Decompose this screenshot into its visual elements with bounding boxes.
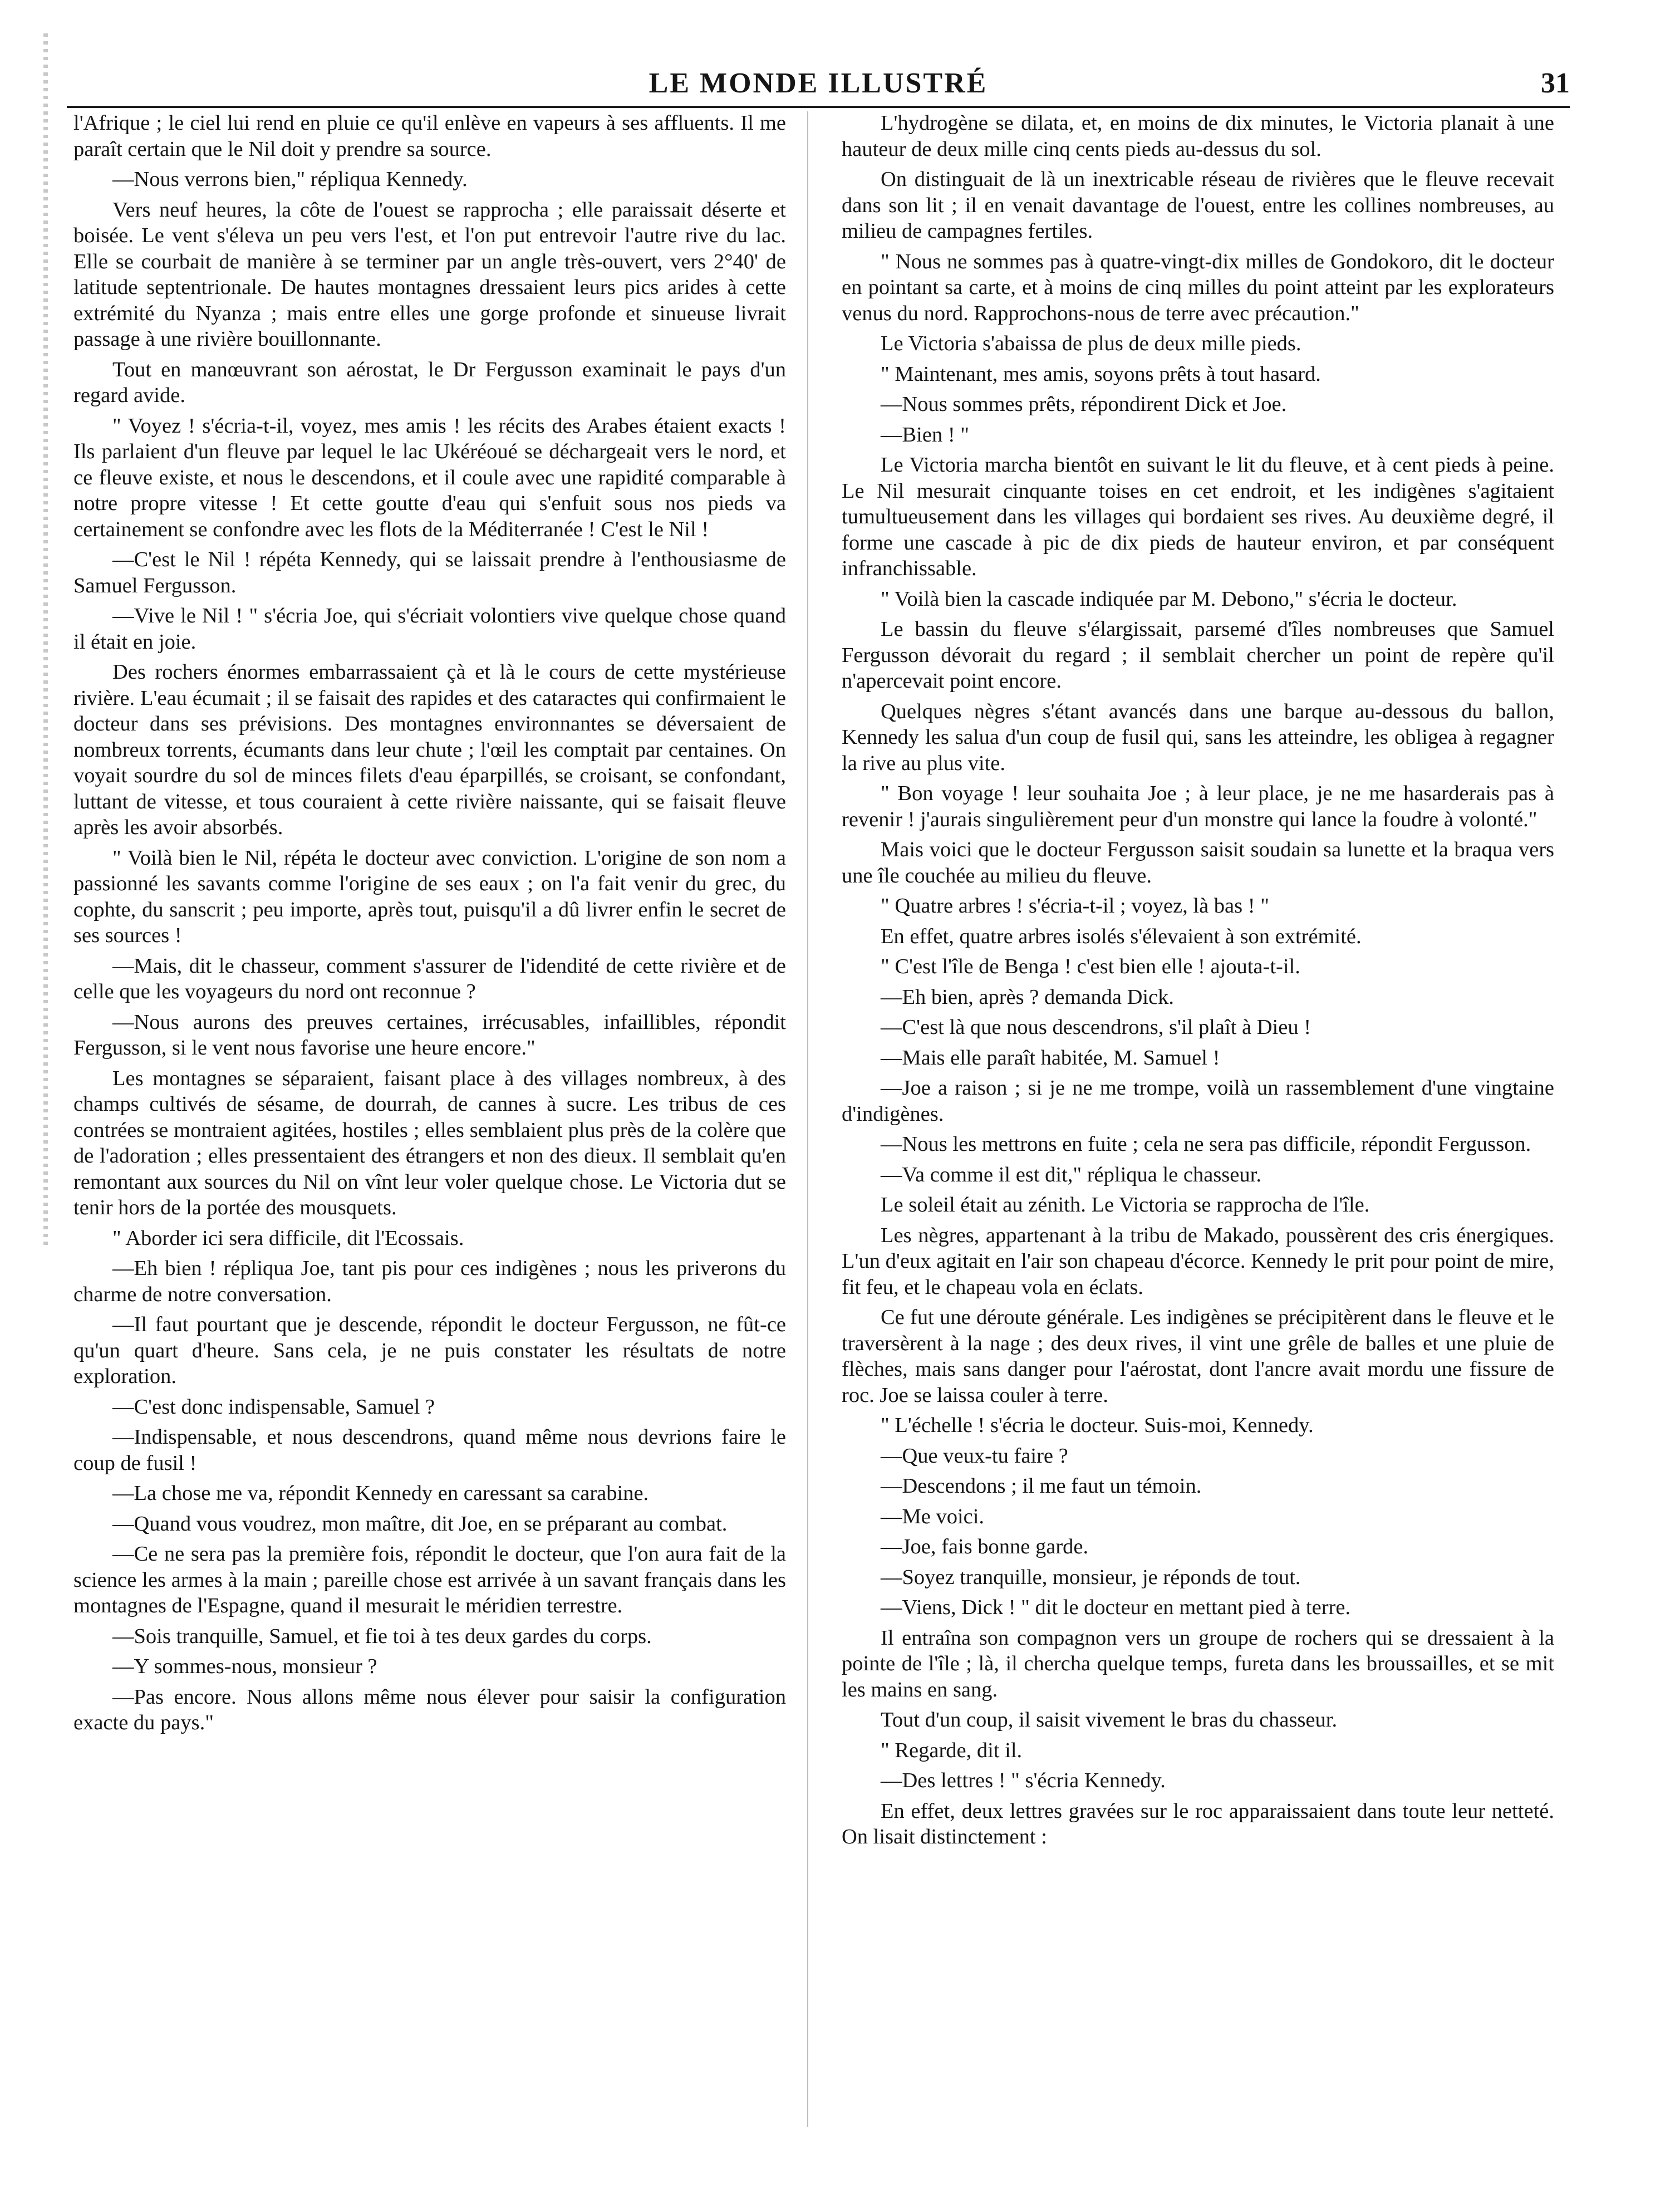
paragraph: —C'est là que nous descendrons, s'il plaît à Dieu !	[881, 1016, 1311, 1039]
paragraph: " Voyez ! s'écria-t-il, voyez, mes amis ! les récits des Arabes étaient exacts ! Ils parlaient d'un fleuve par lequel le lac Ukéréoué se déchargeait vers le nord, et ce fleuve existe, et nous le descendons, et il coule avec une rapidité comparable à notre propre vitesse ! Et cette goutte d'eau qui s'enfuit sous nos pieds va certainement se confondre avec les flots de la Méditerranée ! C'est le Nil !	[73, 414, 786, 541]
paragraph: Les nègres, appartenant à la tribu de Makado, poussèrent des cris énergiques. L'un d'eux agitait en l'air son chapeau d'écorce. Kennedy le prit pour point de mire, fit feu, et le chapeau vola en éclats.	[842, 1223, 1554, 1299]
paragraph: —Nous verrons bien," répliqua Kennedy.	[112, 168, 468, 191]
paragraph: " Quatre arbres ! s'écria-t-il ; voyez, là bas ! "	[881, 894, 1269, 918]
paragraph: —Indispensable, et nous descendrons, quand même nous devrions faire le coup de fusil !	[73, 1425, 786, 1475]
paragraph: —Pas encore. Nous allons même nous élever pour saisir la configuration exacte du pays."	[73, 1685, 786, 1734]
paragraph: —Que veux-tu faire ?	[881, 1444, 1068, 1468]
paragraph: " L'échelle ! s'écria le docteur. Suis-moi, Kennedy.	[881, 1414, 1314, 1437]
paragraph: On distinguait de là un inextricable réseau de rivières que le fleuve recevait dans son lit ; il en venait davantage de l'ouest, entre les collines nombreuses, au milieu de campagnes fertiles.	[842, 168, 1554, 243]
paragraph: —Bien ! "	[881, 423, 970, 447]
masthead-title: LE MONDE ILLUSTRÉ	[649, 67, 988, 99]
paragraph: Ce fut une déroute générale. Les indigènes se précipitèrent dans le fleuve et le traversèrent à la nage ; des deux rives, il vint une grêle de balles et une pluie de flèches, mais sans danger pour l'aérostat, dont l'ancre avait mordu une fissure de roc. Joe se laissa couler à terre.	[842, 1306, 1554, 1407]
paragraph: Tout d'un coup, il saisit vivement le bras du chasseur.	[881, 1708, 1338, 1732]
paragraph: —Ce ne sera pas la première fois, répondit le docteur, que l'on aura fait de la science les armes à la main ; pareille chose est arrivée à un savant français dans les montagnes de l'Espagne, quand il mesurait le méridien terrestre.	[73, 1542, 786, 1617]
paragraph: —Nous sommes prêts, répondirent Dick et Joe.	[881, 393, 1287, 416]
paragraph: " Voilà bien la cascade indiquée par M. Debono," s'écria le docteur.	[881, 587, 1457, 611]
paragraph: —Des lettres ! " s'écria Kennedy.	[881, 1769, 1166, 1792]
header-rule	[67, 106, 1570, 108]
paragraph: —Joe a raison ; si je ne me trompe, voilà un rassemblement d'une vingtaine d'indigènes.	[842, 1076, 1554, 1126]
paragraph: Le bassin du fleuve s'élargissait, parsemé d'îles nombreuses que Samuel Fergusson dévorait du regard ; il semblait chercher un point de repère qu'il n'apercevait point encore.	[842, 617, 1554, 693]
paragraph: —Descendons ; il me faut un témoin.	[881, 1474, 1202, 1498]
paragraph: —Eh bien, après ? demanda Dick.	[881, 985, 1175, 1009]
paragraph: " C'est l'île de Benga ! c'est bien elle ! ajouta-t-il.	[881, 955, 1300, 978]
paragraph: —Viens, Dick ! " dit le docteur en mettant pied à terre.	[881, 1596, 1351, 1619]
paragraph: —Sois tranquille, Samuel, et fie toi à tes deux gardes du corps.	[112, 1624, 652, 1648]
paragraph: Mais voici que le docteur Fergusson saisit soudain sa lunette et la braqua vers une île couchée au milieu du fleuve.	[842, 838, 1554, 887]
paragraph: Les montagnes se séparaient, faisant place à des villages nombreux, à des champs cultivés de sésame, de dourrah, de cannes à sucre. Les tribus de ces contrées se montraient agitées, hostiles ; elles semblaient plus près de la colère que de l'adoration ; elles pressentaient des étrangers et non des dieux. Il semblait qu'en remontant aux sources du Nil on vînt leur voler quelque chose. Le Victoria dut se tenir hors de la portée des mousquets.	[73, 1066, 786, 1219]
paragraph: —Quand vous voudrez, mon maître, dit Joe, en se préparant au combat.	[112, 1512, 728, 1536]
paragraph: Des rochers énormes embarrassaient çà et là le cours de cette mystérieuse rivière. L'eau écumait ; il se faisait des rapides et des cataractes qui confirmaient le docteur dans ses prévisions. Des montagnes environnantes se déversaient de nombreux torrents, écumants dans leur chute ; l'œil les comptait par centaines. On voyait sourdre du sol de minces filets d'eau éparpillés, se croisant, se confondant, luttant de vitesse, et tous couraient à cette rivière naissante, qui se faisait fleuve après les avoir absorbés.	[73, 660, 786, 839]
paragraph: l'Afrique ; le ciel lui rend en pluie ce qu'il enlève en vapeurs à ses affluents. Il me paraît certain que le Nil doit y prendre sa source.	[73, 111, 786, 161]
paragraph: Le Victoria marcha bientôt en suivant le lit du fleuve, et à cent pieds à peine. Le Nil mesurait cinquante toises en cet endroit, et les indigènes s'agitaient tumultueusement dans les villages qui bordaient ses rives. Au deuxième degré, il forme une cascade à pic de dix pieds de hauteur environ, et par conséquent infranchissable.	[842, 453, 1554, 580]
paragraph: " Nous ne sommes pas à quatre-vingt-dix milles de Gondokoro, dit le docteur en pointant sa carte, et à moins de cinq milles du point atteint par les explorateurs venus du nord. Rapprochons-nous de terre avec précaution."	[842, 249, 1554, 325]
paragraph: Vers neuf heures, la côte de l'ouest se rapprocha ; elle paraissait déserte et boisée. Le vent s'éleva un peu vers l'est, et l'on put entrevoir l'autre rive du lac. Elle se courbait de manière à se terminer par un angle très-ouvert, vers 2°40' de latitude septentrionale. De hautes montagnes dressaient leurs pics arides à cette extrémité du Nyanza ; mais entre elles une gorge profonde et sinueuse livrait passage à une rivière bouillonnante.	[73, 198, 786, 351]
paragraph: " Aborder ici sera difficile, dit l'Ecossais.	[112, 1226, 464, 1250]
paragraph: " Voilà bien le Nil, répéta le docteur avec conviction. L'origine de son nom a passionné les savants comme l'origine de ses eaux ; on l'a fait venir du grec, du cophte, du sanscrit ; peu importe, après tout, puisqu'il a dû livrer enfin le secret de ses sources !	[73, 846, 786, 947]
paragraph: " Maintenant, mes amis, soyons prêts à tout hasard.	[881, 362, 1321, 386]
paragraph: —Y sommes-nous, monsieur ?	[112, 1655, 377, 1678]
paragraph: Quelques nègres s'étant avancés dans une barque au-dessous du ballon, Kennedy les salua d'un coup de fusil qui, sans les atteindre, les obligea à regagner la rive au plus vite.	[842, 699, 1554, 775]
paragraph: —Soyez tranquille, monsieur, je réponds de tout.	[881, 1565, 1301, 1589]
paragraph: Le soleil était au zénith. Le Victoria se rapprocha de l'île.	[881, 1193, 1370, 1217]
paragraph: —Mais elle paraît habitée, M. Samuel !	[881, 1046, 1220, 1070]
paragraph: —Nous les mettrons en fuite ; cela ne sera pas difficile, répondit Fergusson.	[881, 1132, 1531, 1156]
paragraph: En effet, quatre arbres isolés s'élevaient à son extrémité.	[881, 924, 1362, 948]
paragraph: —Joe, fais bonne garde.	[881, 1535, 1089, 1558]
scan-edge-marks	[43, 33, 48, 1247]
paragraph: Le Victoria s'abaissa de plus de deux mille pieds.	[881, 332, 1301, 355]
paragraph: —Mais, dit le chasseur, comment s'assurer de l'idendité de cette rivière et de celle que les voyageurs du nord ont reconnue ?	[73, 954, 786, 1003]
paragraph: " Bon voyage ! leur souhaita Joe ; à leur place, je ne me hasarderais pas à revenir ! j'aurais singulièrement peur d'un monstre qui lance la foudre à volonté."	[842, 782, 1554, 831]
column-right	[842, 110, 1554, 2137]
page-header	[67, 66, 1570, 101]
paragraph: Il entraîna son compagnon vers un groupe de rochers qui se dressaient à la pointe de l'île ; là, il chercha quelque temps, fureta dans les broussailles, et se mit les mains en sang.	[842, 1626, 1554, 1701]
paragraph: —Me voici.	[881, 1504, 985, 1528]
paragraph: —Va comme il est dit," répliqua le chasseur.	[881, 1163, 1261, 1186]
paragraph: —C'est donc indispensable, Samuel ?	[112, 1395, 435, 1419]
page-number: 31	[1541, 67, 1570, 99]
column-divider	[807, 111, 808, 2127]
paragraph: —La chose me va, répondit Kennedy en caressant sa carabine.	[112, 1482, 649, 1505]
paragraph: —Vive le Nil ! " s'écria Joe, qui s'écriait volontiers vive quelque chose quand il était en joie.	[73, 604, 786, 654]
column-left	[73, 110, 786, 2137]
paragraph: Tout en manœuvrant son aérostat, le Dr Fergusson examinait le pays d'un regard avide.	[73, 357, 786, 407]
paragraph: —Nous aurons des preuves certaines, irrécusables, infaillibles, répondit Fergusson, si le vent nous favorise une heure encore."	[73, 1010, 786, 1060]
paragraph: —Il faut pourtant que je descende, répondit le docteur Fergusson, ne fût-ce qu'un quart d'heure. Sans cela, je ne puis constater les résultats de notre exploration.	[73, 1313, 786, 1388]
paragraph: L'hydrogène se dilata, et, en moins de dix minutes, le Victoria planait à une hauteur de deux mille cinq cents pieds au-dessus du sol.	[842, 111, 1554, 161]
paragraph: —Eh bien ! répliqua Joe, tant pis pour ces indigènes ; nous les priverons du charme de notre conversation.	[73, 1257, 786, 1306]
paragraph: " Regarde, dit il.	[881, 1738, 1023, 1762]
paragraph: —C'est le Nil ! répéta Kennedy, qui se laissait prendre à l'enthousiasme de Samuel Fergusson.	[73, 548, 786, 597]
paragraph: En effet, deux lettres gravées sur le roc apparaissaient dans toute leur netteté. On lisait distinctement :	[842, 1799, 1554, 1848]
